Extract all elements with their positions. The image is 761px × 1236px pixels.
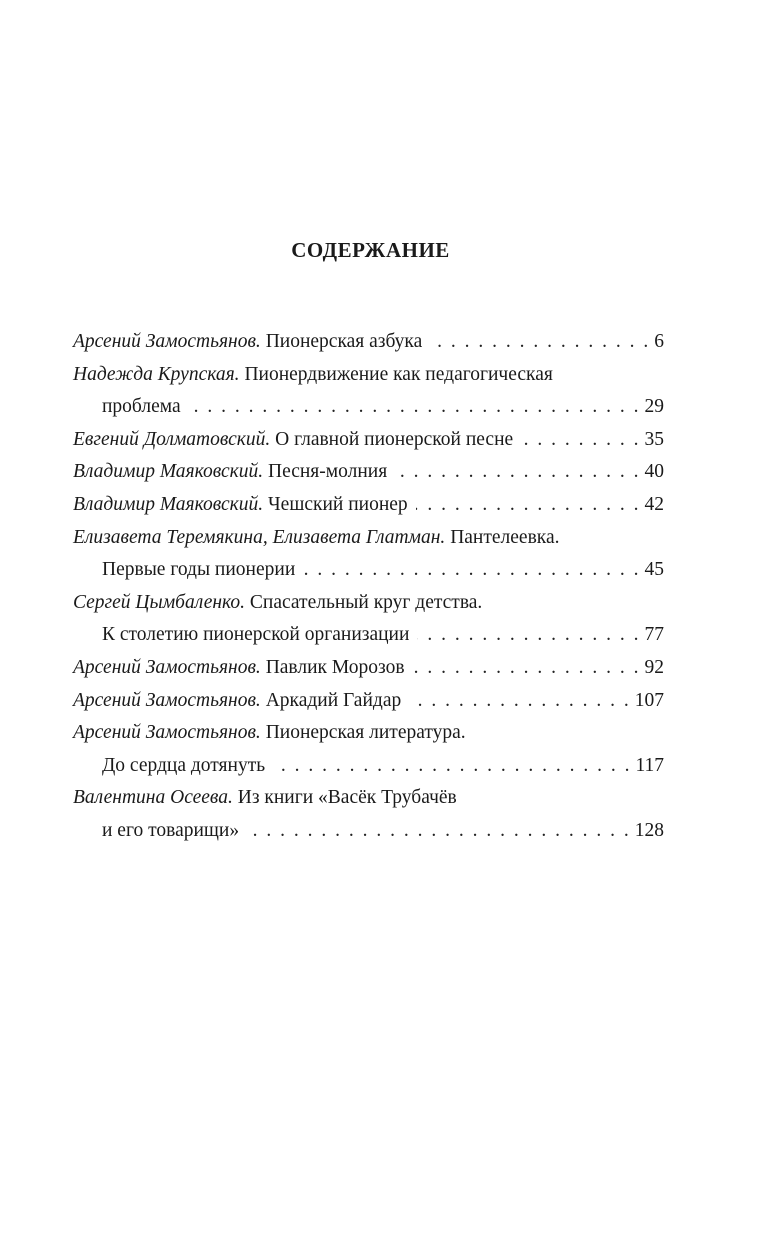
toc-page-number: 128 <box>634 819 664 841</box>
toc-page-number: 77 <box>644 624 664 646</box>
dot-leader <box>417 619 638 652</box>
toc-title-continuation: До сердца дотянуть <box>102 754 266 776</box>
toc-entry[interactable] <box>73 587 664 620</box>
toc-title-continuation: К столетию пионерской организации <box>102 624 410 646</box>
dot-leader <box>189 391 639 424</box>
toc-page-number: 92 <box>644 656 664 678</box>
table-of-contents <box>73 326 664 848</box>
dot-leader <box>247 815 629 848</box>
dot-leader <box>273 750 629 783</box>
toc-author: Арсений Замостьянов. <box>73 689 261 711</box>
toc-author: Арсений Замостьянов. <box>73 656 261 678</box>
toc-entry[interactable] <box>73 522 664 555</box>
dot-leader <box>416 489 639 522</box>
toc-entry[interactable] <box>73 652 664 685</box>
dot-leader <box>521 424 638 457</box>
page-title: СОДЕРЖАНИЕ <box>291 238 450 262</box>
toc-entry-continuation[interactable] <box>73 750 664 783</box>
toc-page-number: 107 <box>634 689 664 711</box>
toc-title-continuation: проблема <box>102 396 181 418</box>
dot-leader <box>409 685 629 718</box>
toc-entry-continuation[interactable] <box>73 554 664 587</box>
toc-author: Владимир Маяковский. <box>73 493 264 515</box>
toc-author: Владимир Маяковский. <box>73 461 264 483</box>
toc-title: Пионердвижение как педагогическая <box>244 363 553 385</box>
toc-title: О главной пионерской песне <box>275 428 514 450</box>
toc-title: Из книги «Васёк Трубачёв <box>237 787 457 809</box>
toc-title: Спасательный круг детства. <box>249 591 483 613</box>
dot-leader <box>413 652 639 685</box>
toc-author: Сергей Цымбаленко. <box>73 591 246 613</box>
dot-leader <box>430 326 648 359</box>
toc-page-number: 40 <box>644 461 664 483</box>
toc-entry-continuation[interactable] <box>73 391 664 424</box>
toc-entry[interactable] <box>73 685 664 718</box>
toc-title: Павлик Морозов <box>265 656 405 678</box>
toc-title: Чешский пионер <box>267 493 408 515</box>
toc-entry[interactable] <box>73 782 664 815</box>
toc-author: Валентина Осеева. <box>73 787 233 809</box>
toc-page-number: 35 <box>644 428 664 450</box>
toc-entry[interactable] <box>73 359 664 392</box>
toc-entry-continuation[interactable] <box>73 619 664 652</box>
toc-author: Евгений Долматовский. <box>73 428 271 450</box>
toc-title-continuation: Первые годы пионерии <box>102 559 296 581</box>
toc-author: Надежда Крупская. <box>73 363 240 385</box>
toc-entry-continuation[interactable] <box>73 815 664 848</box>
toc-title: Пионерская литература. <box>265 722 466 744</box>
toc-title: Песня-молния <box>267 461 388 483</box>
toc-entry[interactable] <box>73 717 664 750</box>
toc-title: Пионерская азбука <box>265 331 423 352</box>
toc-page-number: 117 <box>635 754 664 776</box>
dot-leader <box>395 456 638 489</box>
toc-page-number: 29 <box>644 396 664 418</box>
toc-entry[interactable] <box>73 456 664 489</box>
dot-leader <box>303 554 638 587</box>
toc-title: Пантелеевка. <box>450 526 560 548</box>
toc-author: Елизавета Теремякина, Елизавета Глатман. <box>73 526 446 548</box>
toc-entry[interactable] <box>73 424 664 457</box>
toc-page-number: 45 <box>644 559 664 581</box>
toc-title-continuation: и его товарищи» <box>102 819 240 841</box>
toc-page-number: 6 <box>654 331 664 352</box>
toc-entry[interactable] <box>73 489 664 522</box>
toc-author: Арсений Замостьянов. <box>73 331 261 352</box>
toc-entry[interactable] <box>73 326 664 359</box>
toc-title: Аркадий Гайдар <box>265 689 402 711</box>
toc-author: Арсений Замостьянов. <box>73 722 261 744</box>
toc-page-number: 42 <box>644 493 664 515</box>
